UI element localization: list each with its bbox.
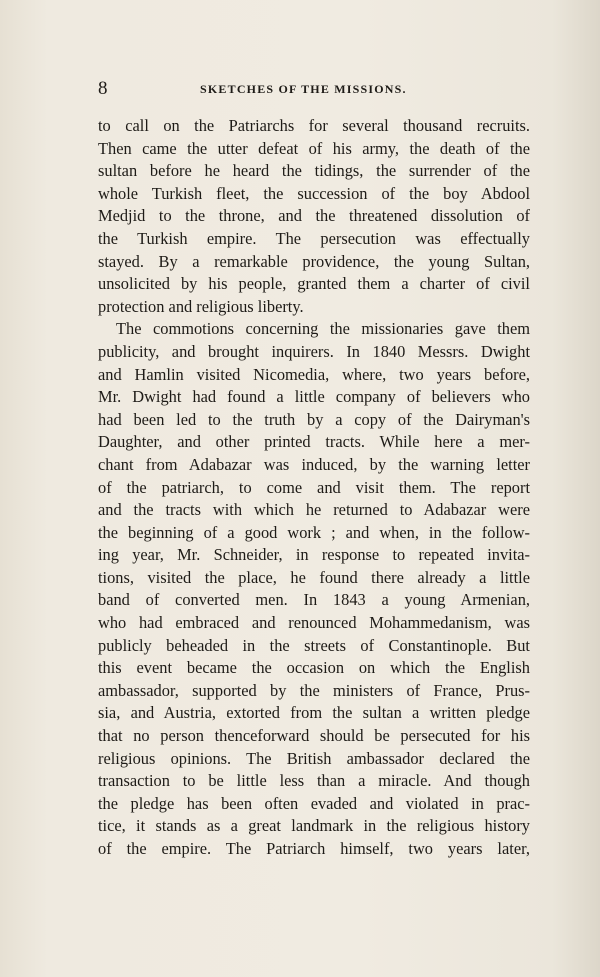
text-line: ambassador, supported by the ministers of France, Prus-	[98, 680, 530, 700]
text-line: the pledge has been often evaded and violated in prac-	[98, 793, 530, 813]
text-line: ing year, Mr. Schneider, in response to repeated invita-	[98, 545, 530, 565]
text-line: the beginning of a good work ; and when, in the follow-	[98, 522, 530, 542]
text-line: whole Turkish fleet, the succession of the boy Abdool	[98, 183, 530, 203]
text-line: the Turkish empire. The persecution was effectually	[98, 228, 530, 248]
text-line: sultan before he heard the tidings, the surrender of the	[98, 161, 530, 181]
page-number: 8	[98, 78, 108, 99]
text-line: of the empire. The Patriarch himself, two years later,	[98, 839, 530, 858]
text-line: publicity, and brought inquirers. In 1840 Messrs. Dwight	[98, 341, 530, 361]
text-line: to call on the Patriarchs for several thousand recruits.	[98, 116, 530, 135]
text-line: publicly beheaded in the streets of Constantinople. But	[98, 635, 530, 655]
text-line: The commotions concerning the missionaries gave them	[116, 319, 530, 339]
text-line: Mr. Dwight had found a little company of believers who	[98, 387, 530, 407]
text-line: transaction to be little less than a miracle. And though	[98, 771, 530, 791]
text-line: had been led to the truth by a copy of the Dairyman's	[98, 409, 530, 429]
text-line: band of converted men. In 1843 a young Armenian,	[98, 590, 530, 610]
text-line: and Hamlin visited Nicomedia, where, two years before,	[98, 364, 530, 384]
text-line: Then came the utter defeat of his army, the death of the	[98, 138, 530, 158]
text-line: protection and religious liberty.	[98, 296, 304, 316]
text-line: tions, visited the place, he found there already a little	[98, 567, 530, 587]
text-line: sia, and Austria, extorted from the sultan a written pledge	[98, 703, 530, 723]
text-line: unsolicited by his people, granted them a charter of civil	[98, 274, 530, 294]
text-line: religious opinions. The British ambassador declared the	[98, 748, 530, 768]
text-line: of the patriarch, to come and visit them. The report	[98, 477, 530, 497]
text-line: chant from Adabazar was induced, by the warning letter	[98, 454, 530, 474]
text-line: and the tracts with which he returned to Adabazar were	[98, 500, 530, 520]
body-text	[98, 115, 530, 861]
text-line: that no person thenceforward should be persecuted for his	[98, 726, 530, 746]
text-line: this event became the occasion on which the English	[98, 658, 530, 678]
page-header	[98, 78, 530, 102]
text-line: who had embraced and renounced Mohammedanism, was	[98, 613, 530, 633]
text-line: tice, it stands as a great landmark in the religious history	[98, 816, 530, 836]
text-line: Daughter, and other printed tracts. While here a mer-	[98, 432, 530, 452]
text-line: Medjid to the throne, and the threatened dissolution of	[98, 206, 530, 226]
text-line: stayed. By a remarkable providence, the young Sultan,	[98, 251, 530, 271]
running-title: SKETCHES OF THE MISSIONS.	[200, 82, 407, 96]
